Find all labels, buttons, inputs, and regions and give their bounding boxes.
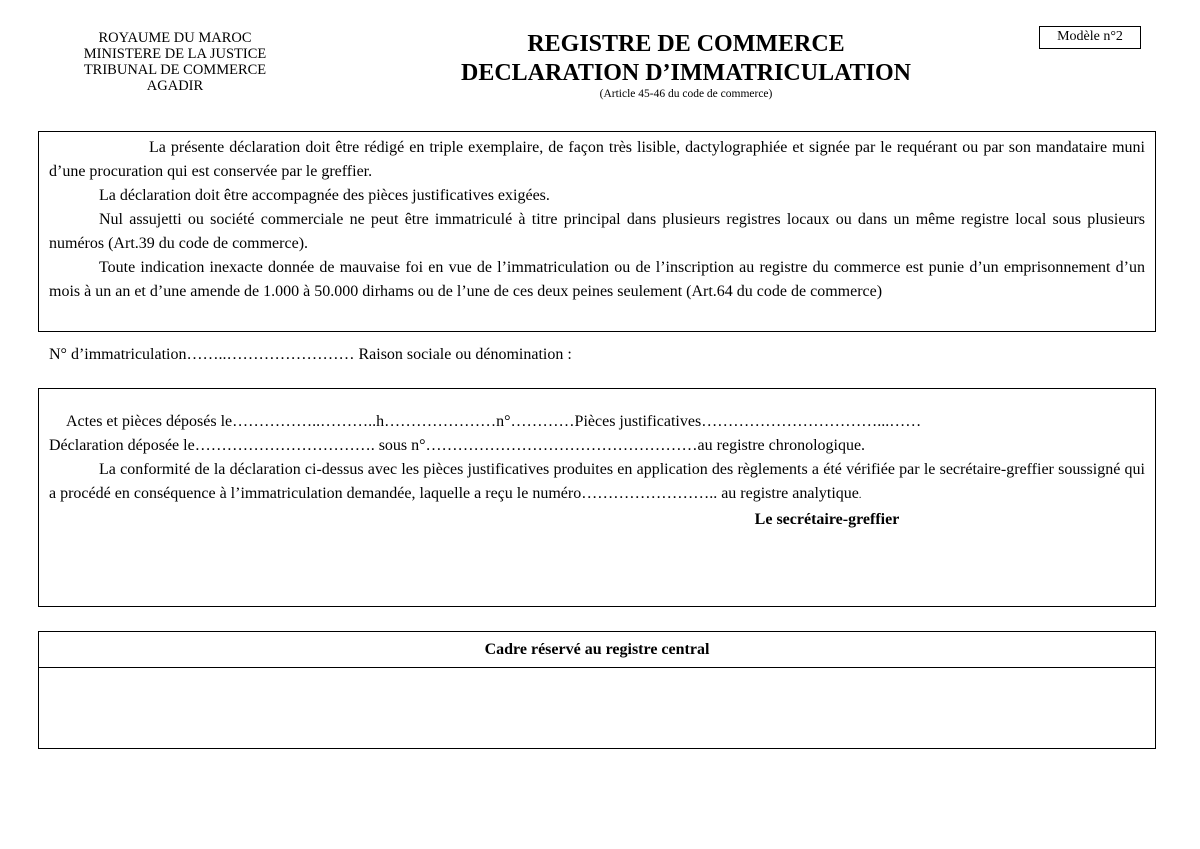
- clerk-section-box: [38, 388, 1156, 607]
- instruction-paragraph: Nul assujetti ou société commerciale ne peut être immatriculé à titre principal dans plusieurs registres locaux ou dans un même registre local sous plusieurs numéros (Art.39 du code de commerce).: [49, 211, 1145, 252]
- clerk-signature-label: Le secrétaire-greffier: [754, 511, 900, 528]
- instruction-paragraph: La présente déclaration doit être rédigé en triple exemplaire, de façon très lisible, dactylographiée et signée par le requérant ou par son mandataire muni d’une procuration qui est conservée par le greffier.: [49, 139, 1145, 180]
- instructions-box: [38, 131, 1156, 332]
- document-title: [386, 30, 986, 102]
- instruction-paragraph: Toute indication inexacte donnée de mauvaise foi en vue de l’immatriculation ou de l’inscription au registre du commerce est punie d’un emprisonnement d’un mois à un an et d’une amende de 1.000 à 50.000 dirhams ou de l’une de ces deux peines seulement (Art.64 du code de commerce): [49, 259, 1145, 300]
- issuing-authority: [30, 30, 320, 94]
- conformity-trailing-dot: .: [858, 490, 862, 501]
- model-number-badge: Modèle n°2: [1039, 26, 1141, 49]
- conformity-paragraph: [49, 458, 1145, 508]
- title-line-register: REGISTRE DE COMMERCE: [527, 31, 845, 57]
- title-line-declaration: DECLARATION D’IMMATRICULATION: [460, 60, 911, 86]
- authority-line-tribunal: TRIBUNAL DE COMMERCE: [83, 62, 267, 78]
- authority-line-city: AGADIR: [146, 78, 204, 94]
- central-register-box: [38, 631, 1156, 749]
- legal-reference: (Article 45-46 du code de commerce): [599, 88, 773, 100]
- central-register-area[interactable]: [39, 668, 1155, 748]
- authority-line-kingdom: ROYAUME DU MAROC: [98, 30, 252, 46]
- instruction-paragraph: La déclaration doit être accompagnée des pièces justificatives exigées.: [99, 187, 550, 204]
- deposit-date-line[interactable]: Actes et pièces déposés le……………..………..h…………………n°…………Pièces justificatives……………………………...……: [66, 413, 922, 430]
- central-register-heading: Cadre réservé au registre central: [39, 632, 1155, 668]
- immatriculation-field-line[interactable]: N° d’immatriculation……..…………………… Raison sociale ou dénomination :: [49, 346, 572, 363]
- declaration-date-line[interactable]: Déclaration déposée le……………………………. sous n°……………………………………………au registre chronologique.: [49, 437, 866, 454]
- authority-line-ministry: MINISTERE DE LA JUSTICE: [83, 46, 267, 62]
- conformity-text: La conformité de la déclaration ci-dessus avec les pièces justificatives produites en application des règlements a été vérifiée par le secrétaire-greffier soussigné qui a procédé en conséquence à l’immatriculation demandée, laquelle a reçu le numéro…………………….. au registre analytique: [49, 461, 1145, 502]
